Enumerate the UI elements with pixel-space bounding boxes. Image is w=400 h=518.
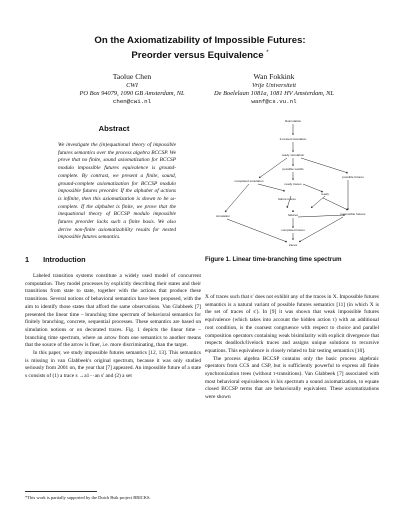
section-heading	[25, 255, 86, 264]
author-address: De Boelelaan 1081a, 1081 HV Amsterdam, NL	[214, 90, 334, 97]
node-bisimulation: bisimulation	[284, 119, 302, 123]
footnote: *This work is partially supported by the Dutch Bsik project BRICKS.	[25, 495, 151, 500]
author-affiliation: Vrije Universiteit	[251, 82, 297, 89]
node-traces: traces	[288, 243, 298, 247]
section-number: 1	[25, 255, 30, 264]
node-ready-traces: ready traces	[284, 182, 302, 186]
author-block-2	[199, 72, 349, 106]
abstract-text: We investigate the (in)equational theory of impossible futures semantics over the process algebra BCCSP. We prove that no finite, sound axiomatization for BCCSP modulo impossible futures equivalence is ground-complete. By contrast, we present a finite, sound, ground-complete axiomatization for BCCSP modulo impossible futures preorder. If the alphabet of actions is infinite, then this axiomatization is shown to be ω-complete. If the alphabet is finite, we prove that the inequational theory of BCCSP modulo impossible futures preorder lacks such a finite basis. We also derive non-finite axiomatizability results for nested impossible futures semantics.	[58, 142, 176, 241]
author-email: wanf@cs.vu.nl	[251, 98, 297, 105]
node-possible-futures: possible futures	[342, 175, 364, 179]
node-simulation: simulation	[216, 214, 230, 218]
title-line-2	[0, 47, 400, 62]
title-footnote-mark: *	[266, 50, 269, 56]
figure-caption: Figure 1. Linear time-branching time spectrum	[205, 256, 342, 263]
title-line-1: On the Axiomatizability of Impossible Futures:	[94, 35, 306, 46]
node-failures: failures	[288, 213, 298, 217]
author-name: Wan Fokkink	[253, 72, 295, 81]
author-address: PO Box 94079, 1090 GB Amsterdam, NL	[79, 90, 185, 97]
node-2-nested-simulation: 2-nested simulation	[279, 137, 307, 141]
author-name: Taolue Chen	[112, 72, 152, 81]
paragraph: The process algebra BCCSP contains only the basic process algebraic operators from CCS and CSP, but is sufficiently powerful to express all finite synchronization trees (without τ-transitions). Van Glabbeek [7] associated with most behavioral equivalences in his spectrum a sound axiomatization, to equate closed BCCSP terms that are behaviorally equivalent. These axiomatizations were shown	[205, 355, 379, 401]
section-title: Introduction	[43, 255, 86, 264]
node-completed-simulation: completed simulation	[234, 179, 264, 183]
node-possible-worlds: possible worlds	[282, 167, 304, 171]
title-line-2-text: Preorder versus Equivalence	[131, 50, 264, 62]
paragraph: Labeled transition systems constitute a widely used model of concurrent computation. They model processes by explicitly describing their states and their transitions from state to state, together with the actions that produce these transitions. Several notions of behavioral semantics have been proposed, with the aim to identify those states that afford the same observations. Van Glabbeek [7] presented the linear time – branching time spectrum of behavioral semantics for finitely branching, concrete, sequential processes. These semantics are based on simulation notions or on decorated traces. Fig. 1 depicts the linear time – branching time spectrum, where an arrow from one semantics to another means that the source of the arrow is finer, i.e. more discriminating, than the target.	[25, 273, 201, 349]
node-completed-traces: completed traces	[281, 228, 305, 232]
paper-title	[0, 34, 400, 62]
author-block-1	[57, 72, 207, 106]
column-right	[205, 294, 379, 402]
paragraph: In this paper, we study impossible futures semantics [12, 13]. This semantics is missing in van Glabbeek's original spectrum, because it was only studied seriously from 2001 on, the year that [7] appeared. An impossible future of a state s consists of (1) a trace s →a1···an s′ and (2) a set	[25, 350, 201, 380]
spectrum-diagram	[203, 118, 381, 250]
footnote-rule	[25, 491, 97, 492]
author-email: chen@cwi.nl	[112, 98, 152, 105]
paragraph: X of traces such that s′ does not exhibit any of the traces in X. Impossible futures semantics is a natural variant of possible futures semantics [11] (in which X is the set of traces of s′). In [9] it was shown that weak impossible futures equivalence (which takes into account the hidden action τ) with an additional root condition, is the coarsest congruence with respect to choice and parallel composition operators containing weak bisimilarity with explicit divergence that respects deadlock/livelock traces and assigns unique solutions to recursive equations. This equivalence is closely related to fair testing semantics [10].	[205, 294, 379, 354]
node-impossible-futures: impossible futures	[340, 212, 366, 216]
node-ready-simulation: ready simulation	[281, 153, 305, 157]
abstract-heading: Abstract	[98, 124, 130, 133]
node-ready: ready	[321, 192, 329, 196]
author-affiliation: CWI	[126, 82, 138, 89]
column-left	[25, 273, 201, 381]
node-failure-traces: failure traces	[278, 197, 296, 201]
